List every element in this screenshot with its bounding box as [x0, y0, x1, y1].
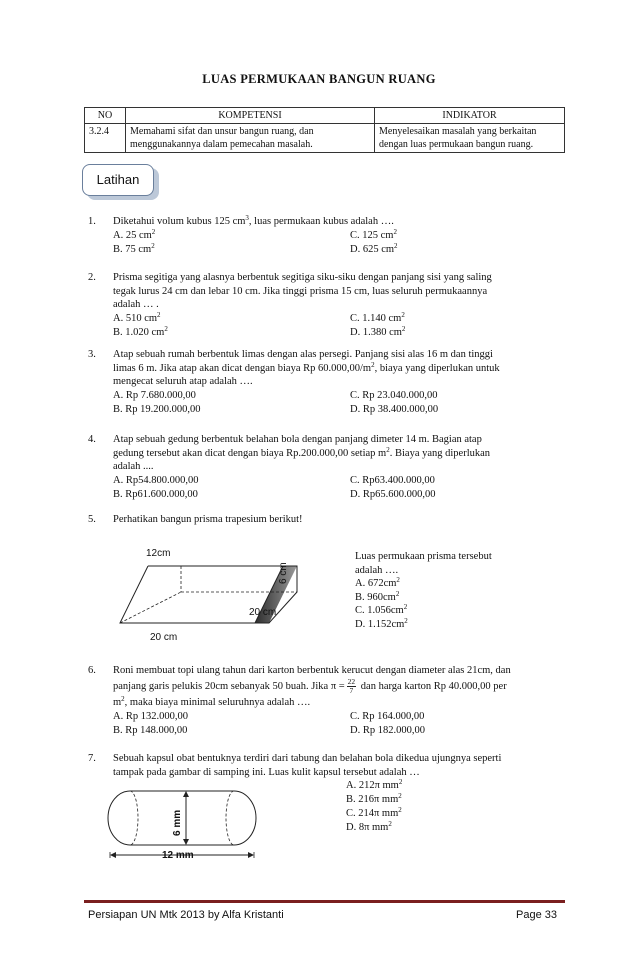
option-b: B. 216π $mm^2$ — [346, 792, 402, 805]
option-b: B. Rp61.600.000,00 — [113, 489, 198, 500]
label-length-12mm: 12 mm — [162, 850, 194, 861]
question-number: 6. — [88, 665, 96, 676]
footer-page-number: Page 33 — [516, 909, 557, 921]
question-number: 2. — [88, 272, 96, 283]
question-5-side: Luas permukaan prisma tersebut adalah …. A. $672cm^2$ B. $960cm^2$ C. $1.056cm^2$ D. $1.152cm^2$ — [355, 550, 555, 632]
footer-divider — [84, 900, 565, 903]
option-d: D. $1.152cm^2$ — [355, 616, 408, 630]
option-b: B. Rp 19.200.000,00 — [113, 404, 201, 415]
option-d: D. Rp 182.000,00 — [350, 725, 425, 736]
option-a: A. 510 $cm^2$ — [113, 311, 161, 324]
arrow-head-icon — [183, 791, 189, 797]
question-number: 5. — [88, 514, 96, 525]
option-d: D. 625 $cm^2$ — [350, 242, 398, 255]
question-number: 3. — [88, 349, 96, 360]
question-text: Sebuah kapsul obat bentuknya terdiri dari tabung dan belahan bola dikedua ujungnya seperti tampak pada gambar di samping ini. Luas kulit kapsul tersebut adalah … — [113, 753, 502, 778]
option-c: C. 1.140 $cm^2$ — [350, 311, 405, 324]
arrow-head-icon — [183, 839, 189, 845]
page-title: LUAS PERMUKAAN BANGUN RUANG — [202, 72, 436, 86]
pi-fraction: $\frac{22}{7}$ — [347, 676, 356, 695]
option-c: C. 125 $cm^2$ — [350, 228, 397, 241]
table-header-no: NO — [85, 108, 126, 124]
option-a: A. $672cm^2$ — [355, 576, 400, 590]
capsule-seam-right — [226, 791, 234, 845]
option-a: A. Rp 132.000,00 — [113, 711, 188, 722]
question-text: Atap sebuah gedung berbentuk belahan bola dengan panjang dimeter 14 m. Bagian atap gedung tersebut akan dicat dengan biaya Rp.200.000,00 setiap $m^2$. Biaya yang diperlukan adalah .... — [113, 434, 491, 473]
label-height-6mm: 6 mm — [172, 809, 183, 836]
table-header-kompetensi: KOMPETENSI — [126, 108, 375, 124]
option-c: C. $1.056cm^2$ — [355, 603, 408, 617]
table-cell-kompetensi: Memahami sifat dan unsur bangun ruang, dan menggunakannya dalam pemecahan masalah. — [126, 124, 375, 153]
label-top-12cm: 12cm — [146, 548, 171, 559]
option-c: C. 214π $mm^2$ — [346, 806, 402, 819]
question-number: 4. — [88, 434, 96, 445]
question-number: 1. — [88, 216, 96, 227]
option-a: A. 25 $cm^2$ — [113, 228, 156, 241]
option-d: D. Rp 38.400.000,00 — [350, 404, 439, 415]
footer-left: Persiapan UN Mtk 2013 by Alfa Kristanti — [88, 909, 284, 921]
table-header-indikator: INDIKATOR — [375, 108, 565, 124]
option-c: C. Rp 164.000,00 — [350, 711, 425, 722]
option-a: A. Rp 7.680.000,00 — [113, 390, 196, 401]
option-b: B. 1.020 $cm^2$ — [113, 325, 168, 338]
option-b: B. 75 $cm^2$ — [113, 242, 155, 255]
table-cell-indikator: Menyelesaikan masalah yang berkaitan dengan luas permukaan bangun ruang. — [375, 124, 565, 153]
question-text: Perhatikan bangun prisma trapesium berikut! — [113, 514, 303, 525]
table-cell-no: 3.2.4 — [85, 124, 126, 153]
option-d: D. 1.380 $cm^2$ — [350, 325, 406, 338]
question-number: 7. — [88, 753, 96, 764]
option-b: B. $960cm^2$ — [355, 589, 400, 603]
question-text: Diketahui volum kubus 125 $cm^3$, luas permukaan kubus adalah …. — [113, 214, 394, 227]
option-c: C. Rp 23.040.000,00 — [350, 390, 438, 401]
option-a: A. 212π $mm^2$ — [346, 778, 403, 791]
option-c: C. Rp63.400.000,00 — [350, 475, 435, 486]
option-d: D. 8π $mm^2$ — [346, 820, 392, 833]
label-bottom-20cm: 20 cm — [150, 632, 178, 643]
question-text: Prisma segitiga yang alasnya berbentuk segitiga siku-siku dengan panjang sisi yang saling tegak lurus 24 cm dan lebar 10 cm. Jika tinggi prisma 15 cm, luas seluruh permukaannya adalah … . — [113, 272, 492, 311]
question-text: Roni membuat topi ulang tahun dari karton berbentuk kerucut dengan diameter alas 21cm, dan panjang garis pelukis 20cm sebanyak 50 buah. Jika π = $\frac{22}{7}$ dan harga karton Rp 40.000,00 per $m^2$, maka biaya minimal seluruhnya adalah …. — [113, 665, 511, 708]
option-b: B. Rp 148.000,00 — [113, 725, 188, 736]
option-a: A. Rp54.800.000,00 — [113, 475, 199, 486]
label-height-6cm: 6 cm — [278, 562, 289, 584]
capsule-seam-left — [130, 791, 138, 845]
question-text: Atap sebuah rumah berbentuk limas dengan alas persegi. Panjang sisi alas 16 m dan tinggi limas 6 m. Jika atap akan dicat dengan biaya Rp $60.000,00/m^2$, biaya yang diperlukan untuk mengecat seluruh atap adalah …. — [113, 349, 500, 388]
arrow-head-icon — [110, 852, 116, 858]
arrow-head-icon — [248, 852, 254, 858]
option-d: D. Rp65.600.000,00 — [350, 489, 436, 500]
latihan-badge: Latihan — [82, 164, 154, 196]
label-depth-20cm: 20 cm — [249, 607, 277, 618]
